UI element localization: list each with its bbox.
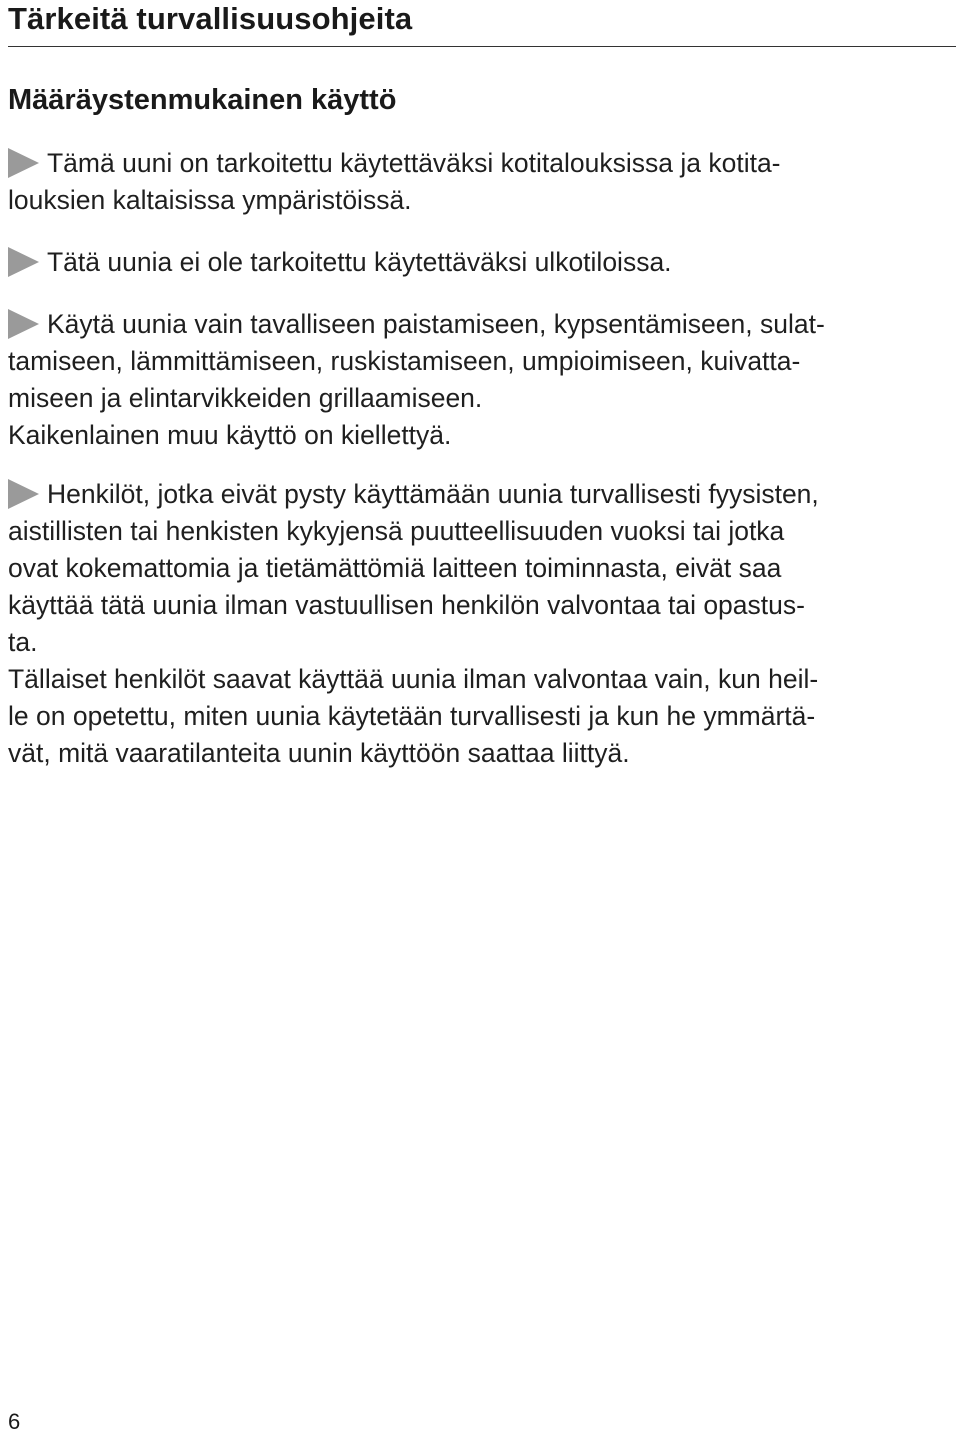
paragraph-line: vät, mitä vaaratilanteita uunin käyttöön saattaa liittyä.	[8, 738, 630, 768]
paragraph-line: ta.	[8, 627, 38, 657]
triangle-right-icon	[8, 479, 39, 509]
instruction-paragraph	[8, 306, 953, 454]
triangle-right-icon	[8, 309, 39, 339]
title-divider	[8, 46, 956, 47]
paragraph-line: le on opetettu, miten uunia käytetään turvallisesti ja kun he ymmärtä-	[8, 701, 816, 731]
paragraph-line: tamiseen, lämmittämiseen, ruskistamiseen, umpioimiseen, kuivatta-	[8, 346, 801, 376]
paragraph-line: Käytä uunia vain tavalliseen paistamiseen, kypsentämiseen, sulat-	[8, 306, 953, 343]
paragraph-line: aistillisten tai henkisten kykyjensä puutteellisuuden vuoksi tai jotka	[8, 516, 785, 546]
page-number: 6	[8, 1409, 21, 1434]
paragraph-line: käyttää tätä uunia ilman vastuullisen henkilön valvontaa tai opastus-	[8, 590, 805, 620]
paragraph-line: louksien kaltaisissa ympäristöissä.	[8, 185, 412, 215]
paragraph-line: ovat kokemattomia ja tietämättömiä laitteen toiminnasta, eivät saa	[8, 553, 782, 583]
section-heading: Määräystenmukainen käyttö	[8, 84, 397, 116]
paragraph-line: Kaikenlainen muu käyttö on kiellettyä.	[8, 420, 452, 450]
instruction-paragraph	[8, 145, 953, 219]
instruction-paragraph	[8, 476, 953, 772]
instruction-paragraph	[8, 244, 953, 281]
paragraph-line: Henkilöt, jotka eivät pysty käyttämään uunia turvallisesti fyysisten,	[8, 476, 953, 513]
paragraph-line: Tällaiset henkilöt saavat käyttää uunia ilman valvontaa vain, kun heil-	[8, 664, 819, 694]
page-title: Tärkeitä turvallisuusohjeita	[8, 1, 413, 36]
paragraph-line: miseen ja elintarvikkeiden grillaamiseen.	[8, 383, 483, 413]
triangle-right-icon	[8, 148, 39, 178]
triangle-right-icon	[8, 247, 39, 277]
paragraph-line: Tämä uuni on tarkoitettu käytettäväksi kotitalouksissa ja kotita-	[8, 145, 953, 182]
paragraph-line: Tätä uunia ei ole tarkoitettu käytettäväksi ulkotiloissa.	[8, 244, 953, 281]
